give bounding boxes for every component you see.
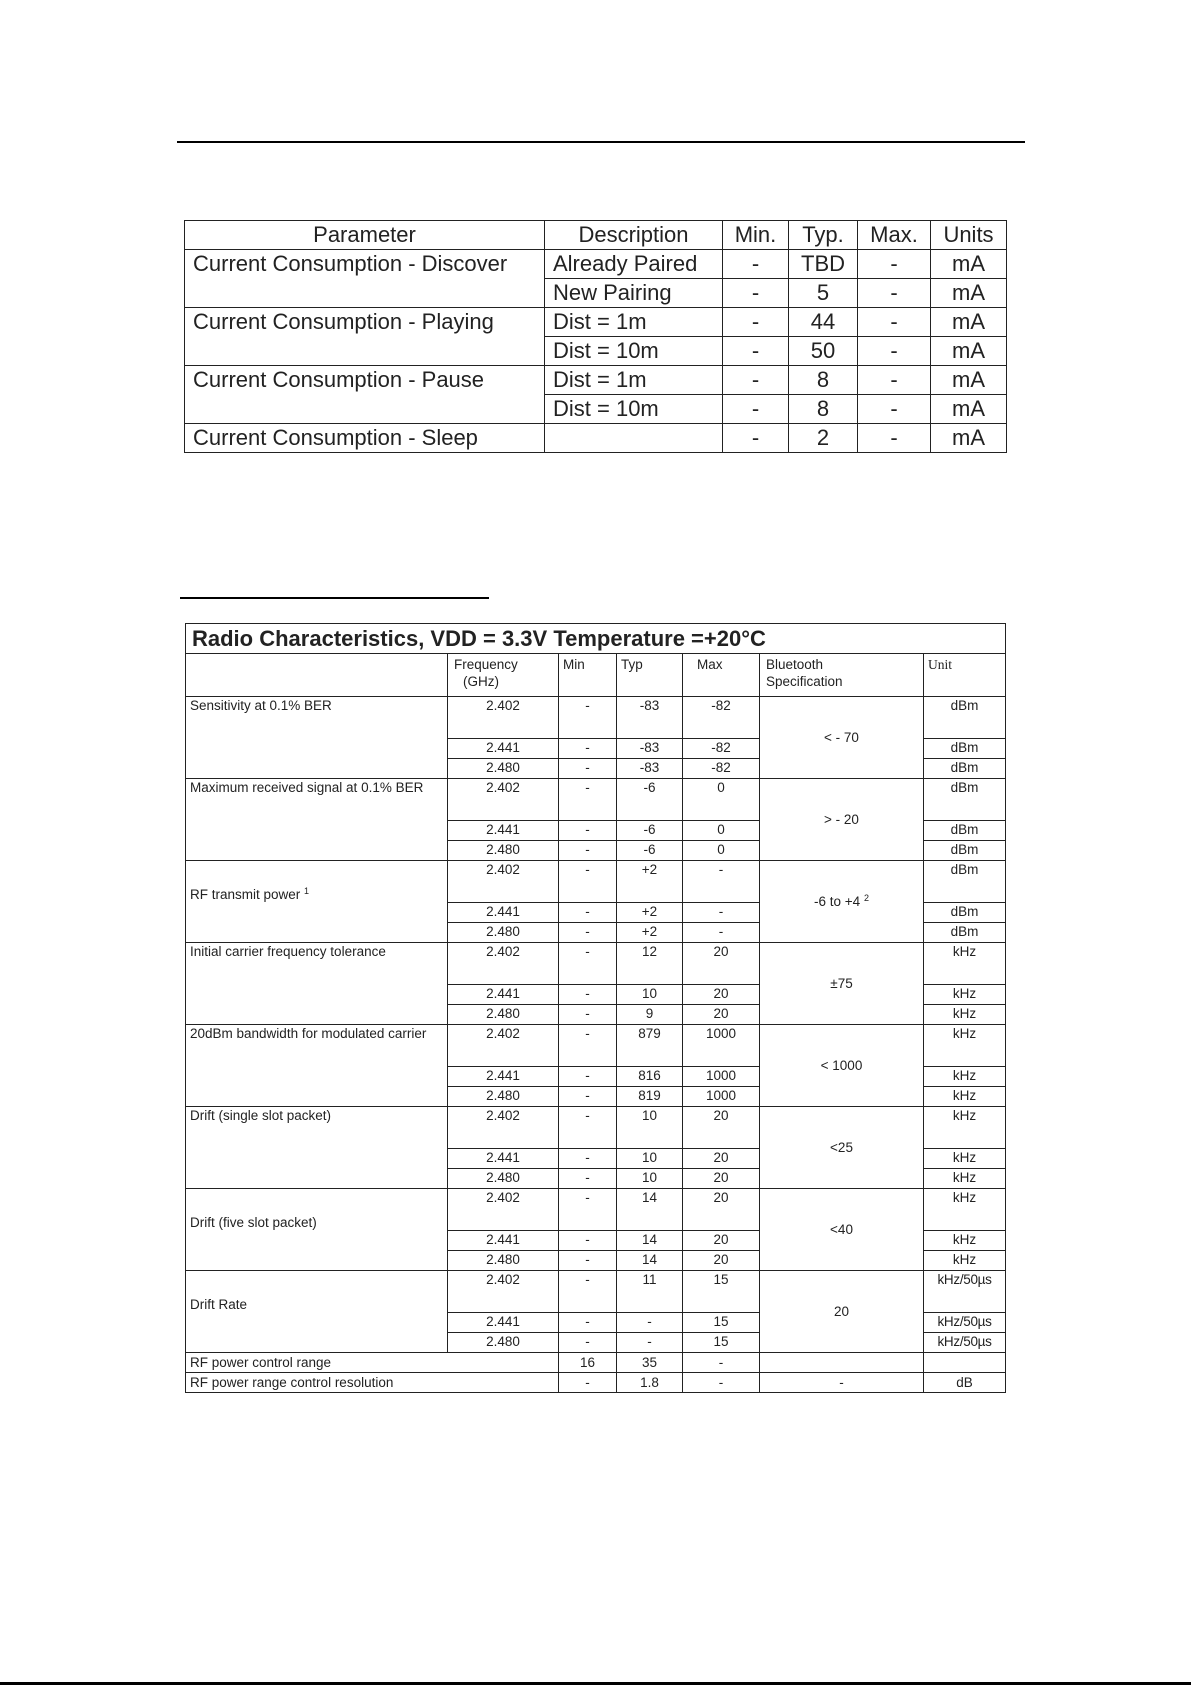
bluetooth-spec-cell bbox=[760, 1189, 924, 1271]
frequency-cell: 2.480 bbox=[448, 841, 559, 861]
parameter-label: Drift Rate bbox=[190, 1297, 248, 1312]
spec-value: > - 20 bbox=[824, 812, 859, 827]
typ-cell: -83 bbox=[617, 759, 683, 779]
max-cell: - bbox=[858, 250, 931, 279]
column-header: Units bbox=[931, 221, 1007, 250]
max-cell: -82 bbox=[683, 759, 760, 779]
table-row bbox=[186, 1025, 1006, 1067]
units-cell: mA bbox=[931, 308, 1007, 337]
max-cell: - bbox=[858, 308, 931, 337]
max-cell: - bbox=[683, 923, 760, 943]
spec-value: < 1000 bbox=[820, 1058, 863, 1073]
spec-header-line2: Specification bbox=[766, 674, 843, 689]
frequency-cell: 2.402 bbox=[448, 697, 559, 739]
frequency-cell: 2.441 bbox=[448, 739, 559, 759]
frequency-cell: 2.402 bbox=[448, 943, 559, 985]
typ-cell: +2 bbox=[617, 923, 683, 943]
unit-cell: dBm bbox=[924, 779, 1006, 821]
frequency-cell: 2.441 bbox=[448, 1149, 559, 1169]
column-header-max: Max bbox=[683, 654, 760, 697]
min-cell: - bbox=[559, 1313, 617, 1333]
bluetooth-spec-cell bbox=[760, 697, 924, 779]
unit-cell: kHz bbox=[924, 1005, 1006, 1025]
column-header-parameter bbox=[186, 654, 448, 697]
column-header-typ: Typ bbox=[617, 654, 683, 697]
typ-cell: -83 bbox=[617, 697, 683, 739]
max-cell: 15 bbox=[683, 1271, 760, 1313]
unit-cell: dB bbox=[924, 1373, 1006, 1393]
table-row bbox=[185, 308, 1007, 337]
bluetooth-spec-cell bbox=[760, 1107, 924, 1189]
min-cell: 16 bbox=[559, 1353, 617, 1373]
units-cell: mA bbox=[931, 279, 1007, 308]
typ-cell: 14 bbox=[617, 1189, 683, 1231]
description-cell: Dist = 1m bbox=[545, 308, 723, 337]
parameter-label: Sensitivity at 0.1% BER bbox=[190, 698, 332, 713]
table-row bbox=[185, 250, 1007, 279]
column-header: Typ. bbox=[789, 221, 858, 250]
frequency-cell: 2.441 bbox=[448, 1231, 559, 1251]
unit-cell: kHz/50µs bbox=[924, 1333, 1006, 1353]
min-cell: - bbox=[559, 1373, 617, 1393]
current-consumption-table bbox=[184, 220, 1007, 453]
min-cell: - bbox=[559, 697, 617, 739]
spec-value: 20 bbox=[833, 1304, 850, 1319]
parameter-cell: Current Consumption - Sleep bbox=[185, 424, 545, 453]
max-cell: 15 bbox=[683, 1313, 760, 1333]
description-cell: Dist = 10m bbox=[545, 395, 723, 424]
typ-cell: -6 bbox=[617, 821, 683, 841]
min-cell: - bbox=[559, 1025, 617, 1067]
spec-value: <25 bbox=[830, 1140, 853, 1155]
max-cell: - bbox=[858, 424, 931, 453]
typ-cell: 819 bbox=[617, 1087, 683, 1107]
parameter-cell: Current Consumption - Playing bbox=[185, 308, 545, 366]
unit-cell: kHz bbox=[924, 1189, 1006, 1231]
frequency-header-line2: (GHz) bbox=[463, 674, 499, 689]
parameter-cell bbox=[186, 1025, 448, 1107]
bluetooth-spec-cell: - bbox=[760, 1373, 924, 1393]
frequency-cell: 2.402 bbox=[448, 779, 559, 821]
min-cell: - bbox=[559, 985, 617, 1005]
unit-cell: dBm bbox=[924, 923, 1006, 943]
min-cell: - bbox=[559, 759, 617, 779]
column-header: Parameter bbox=[185, 221, 545, 250]
frequency-cell: 2.480 bbox=[448, 1251, 559, 1271]
max-cell: - bbox=[683, 1373, 760, 1393]
column-header-min: Min bbox=[559, 654, 617, 697]
typ-cell: 879 bbox=[617, 1025, 683, 1067]
units-cell: mA bbox=[931, 366, 1007, 395]
max-cell: 0 bbox=[683, 821, 760, 841]
typ-cell: 10 bbox=[617, 985, 683, 1005]
spec-value: ±75 bbox=[830, 976, 853, 991]
frequency-cell: 2.480 bbox=[448, 759, 559, 779]
max-cell: - bbox=[858, 337, 931, 366]
frequency-cell: 2.480 bbox=[448, 1087, 559, 1107]
bluetooth-spec-cell bbox=[760, 1271, 924, 1353]
frequency-cell: 2.441 bbox=[448, 903, 559, 923]
unit-cell: kHz bbox=[924, 985, 1006, 1005]
min-cell: - bbox=[723, 250, 789, 279]
unit-cell: dBm bbox=[924, 759, 1006, 779]
column-header: Min. bbox=[723, 221, 789, 250]
frequency-cell: 2.402 bbox=[448, 1189, 559, 1231]
parameter-cell bbox=[186, 1107, 448, 1189]
units-cell: mA bbox=[931, 337, 1007, 366]
min-cell: - bbox=[559, 923, 617, 943]
column-header: Description bbox=[545, 221, 723, 250]
max-cell: 1000 bbox=[683, 1087, 760, 1107]
min-cell: - bbox=[559, 1087, 617, 1107]
parameter-label: RF transmit power bbox=[190, 887, 301, 902]
min-cell: - bbox=[723, 308, 789, 337]
min-cell: - bbox=[723, 395, 789, 424]
frequency-header-line1: Frequency bbox=[454, 657, 518, 672]
typ-cell: 44 bbox=[789, 308, 858, 337]
typ-cell: 10 bbox=[617, 1107, 683, 1149]
parameter-label: Drift (single slot packet) bbox=[190, 1108, 332, 1123]
parameter-cell: RF power range control resolution bbox=[186, 1373, 559, 1393]
unit-cell: kHz bbox=[924, 943, 1006, 985]
table-row bbox=[186, 779, 1006, 821]
max-cell: 20 bbox=[683, 1107, 760, 1149]
frequency-cell: 2.402 bbox=[448, 1271, 559, 1313]
table-row bbox=[186, 1107, 1006, 1149]
unit-cell: kHz bbox=[924, 1231, 1006, 1251]
max-cell: 0 bbox=[683, 779, 760, 821]
parameter-cell: RF power control range bbox=[186, 1353, 559, 1373]
spec-value: <40 bbox=[830, 1222, 853, 1237]
parameter-cell bbox=[186, 779, 448, 861]
units-cell: mA bbox=[931, 250, 1007, 279]
units-cell: mA bbox=[931, 424, 1007, 453]
column-header: Max. bbox=[858, 221, 931, 250]
frequency-cell: 2.441 bbox=[448, 985, 559, 1005]
typ-cell: 50 bbox=[789, 337, 858, 366]
table-row bbox=[185, 424, 1007, 453]
max-cell: -82 bbox=[683, 697, 760, 739]
bluetooth-spec-cell bbox=[760, 943, 924, 1025]
min-cell: - bbox=[559, 903, 617, 923]
typ-cell: TBD bbox=[789, 250, 858, 279]
description-cell: New Pairing bbox=[545, 279, 723, 308]
min-cell: - bbox=[723, 279, 789, 308]
unit-cell: kHz bbox=[924, 1149, 1006, 1169]
min-cell: - bbox=[559, 1149, 617, 1169]
max-cell: 20 bbox=[683, 1149, 760, 1169]
frequency-cell: 2.402 bbox=[448, 1025, 559, 1067]
unit-cell bbox=[924, 1353, 1006, 1373]
spec-value: -6 to +4 bbox=[814, 894, 861, 909]
table-row bbox=[186, 1353, 1006, 1373]
table-row bbox=[186, 1271, 1006, 1313]
unit-cell: dBm bbox=[924, 697, 1006, 739]
column-header-unit: Unit bbox=[924, 654, 1006, 697]
parameter-cell: Current Consumption - Discover bbox=[185, 250, 545, 308]
table-header-row bbox=[186, 654, 1006, 697]
min-cell: - bbox=[559, 1271, 617, 1313]
unit-cell: dBm bbox=[924, 903, 1006, 923]
max-cell: - bbox=[858, 366, 931, 395]
spec-value: < - 70 bbox=[824, 730, 859, 745]
typ-cell: 14 bbox=[617, 1231, 683, 1251]
frequency-cell: 2.441 bbox=[448, 821, 559, 841]
unit-cell: kHz bbox=[924, 1087, 1006, 1107]
table-row bbox=[186, 1189, 1006, 1231]
frequency-cell: 2.441 bbox=[448, 1313, 559, 1333]
unit-cell: kHz/50µs bbox=[924, 1313, 1006, 1333]
min-cell: - bbox=[723, 337, 789, 366]
min-cell: - bbox=[559, 779, 617, 821]
max-cell: 20 bbox=[683, 1169, 760, 1189]
min-cell: - bbox=[723, 424, 789, 453]
min-cell: - bbox=[559, 1169, 617, 1189]
unit-cell: dBm bbox=[924, 861, 1006, 903]
description-cell bbox=[545, 424, 723, 453]
description-cell: Dist = 1m bbox=[545, 366, 723, 395]
min-cell: - bbox=[559, 1189, 617, 1231]
max-cell: 20 bbox=[683, 1005, 760, 1025]
column-header-spec bbox=[760, 654, 924, 697]
max-cell: -82 bbox=[683, 739, 760, 759]
max-cell: 1000 bbox=[683, 1025, 760, 1067]
unit-cell: dBm bbox=[924, 841, 1006, 861]
max-cell: 20 bbox=[683, 1231, 760, 1251]
parameter-label: Initial carrier frequency tolerance bbox=[190, 944, 386, 959]
min-cell: - bbox=[559, 821, 617, 841]
section-heading-underline bbox=[180, 597, 489, 599]
max-cell: - bbox=[858, 279, 931, 308]
max-cell: 0 bbox=[683, 841, 760, 861]
min-cell: - bbox=[559, 1231, 617, 1251]
spec-header-line1: Bluetooth bbox=[766, 657, 824, 672]
min-cell: - bbox=[559, 943, 617, 985]
unit-cell: kHz bbox=[924, 1251, 1006, 1271]
parameter-label: Maximum received signal at 0.1% BER bbox=[190, 780, 424, 795]
bluetooth-spec-cell bbox=[760, 1353, 924, 1373]
typ-cell: 5 bbox=[789, 279, 858, 308]
max-cell: - bbox=[858, 395, 931, 424]
table-row bbox=[186, 943, 1006, 985]
parameter-cell bbox=[186, 697, 448, 779]
frequency-cell: 2.402 bbox=[448, 861, 559, 903]
parameter-cell bbox=[186, 1189, 448, 1271]
max-cell: - bbox=[683, 861, 760, 903]
frequency-cell: 2.402 bbox=[448, 1107, 559, 1149]
typ-cell: 11 bbox=[617, 1271, 683, 1313]
table-row bbox=[185, 366, 1007, 395]
typ-cell: +2 bbox=[617, 861, 683, 903]
typ-cell: 8 bbox=[789, 366, 858, 395]
parameter-label: 20dBm bandwidth for modulated carrier bbox=[190, 1026, 427, 1041]
description-cell: Dist = 10m bbox=[545, 337, 723, 366]
typ-cell: -6 bbox=[617, 779, 683, 821]
column-header-frequency bbox=[448, 654, 559, 697]
typ-cell: 8 bbox=[789, 395, 858, 424]
typ-cell: 9 bbox=[617, 1005, 683, 1025]
max-cell: - bbox=[683, 1353, 760, 1373]
max-cell: 20 bbox=[683, 943, 760, 985]
parameter-label: Drift (five slot packet) bbox=[190, 1215, 317, 1230]
typ-cell: 12 bbox=[617, 943, 683, 985]
typ-cell: - bbox=[617, 1333, 683, 1353]
unit-cell: kHz/50µs bbox=[924, 1271, 1006, 1313]
bluetooth-spec-cell bbox=[760, 1025, 924, 1107]
min-cell: - bbox=[559, 1251, 617, 1271]
min-cell: - bbox=[559, 1005, 617, 1025]
radio-characteristics-table bbox=[185, 623, 1006, 1393]
parameter-cell: Current Consumption - Pause bbox=[185, 366, 545, 424]
unit-cell: kHz bbox=[924, 1107, 1006, 1149]
bluetooth-spec-cell bbox=[760, 861, 924, 943]
min-cell: - bbox=[559, 1107, 617, 1149]
table-row bbox=[186, 1373, 1006, 1393]
min-cell: - bbox=[559, 739, 617, 759]
parameter-cell bbox=[186, 943, 448, 1025]
unit-cell: kHz bbox=[924, 1025, 1006, 1067]
table-row bbox=[186, 861, 1006, 903]
min-cell: - bbox=[723, 366, 789, 395]
description-cell: Already Paired bbox=[545, 250, 723, 279]
typ-cell: 816 bbox=[617, 1067, 683, 1087]
typ-cell: +2 bbox=[617, 903, 683, 923]
frequency-cell: 2.480 bbox=[448, 1169, 559, 1189]
typ-cell: -83 bbox=[617, 739, 683, 759]
parameter-cell bbox=[186, 1271, 448, 1353]
min-cell: - bbox=[559, 1067, 617, 1087]
table-row bbox=[186, 697, 1006, 739]
units-cell: mA bbox=[931, 395, 1007, 424]
bluetooth-spec-cell bbox=[760, 779, 924, 861]
typ-cell: 1.8 bbox=[617, 1373, 683, 1393]
table-title: Radio Characteristics, VDD = 3.3V Temperature =+20°C bbox=[186, 624, 1006, 654]
frequency-cell: 2.480 bbox=[448, 923, 559, 943]
footnote-marker: 2 bbox=[863, 893, 869, 903]
frequency-cell: 2.441 bbox=[448, 1067, 559, 1087]
typ-cell: 2 bbox=[789, 424, 858, 453]
typ-cell: 14 bbox=[617, 1251, 683, 1271]
footnote-marker: 1 bbox=[304, 886, 310, 896]
unit-cell: kHz bbox=[924, 1067, 1006, 1087]
parameter-cell bbox=[186, 861, 448, 943]
table-header-row bbox=[185, 221, 1007, 250]
unit-cell: dBm bbox=[924, 821, 1006, 841]
unit-cell: dBm bbox=[924, 739, 1006, 759]
typ-cell: -6 bbox=[617, 841, 683, 861]
max-cell: 20 bbox=[683, 1189, 760, 1231]
min-cell: - bbox=[559, 841, 617, 861]
frequency-cell: 2.480 bbox=[448, 1333, 559, 1353]
header-rule bbox=[177, 141, 1025, 143]
typ-cell: 35 bbox=[617, 1353, 683, 1373]
frequency-cell: 2.480 bbox=[448, 1005, 559, 1025]
max-cell: - bbox=[683, 903, 760, 923]
max-cell: 20 bbox=[683, 985, 760, 1005]
max-cell: 1000 bbox=[683, 1067, 760, 1087]
min-cell: - bbox=[559, 861, 617, 903]
typ-cell: 10 bbox=[617, 1169, 683, 1189]
min-cell: - bbox=[559, 1333, 617, 1353]
typ-cell: - bbox=[617, 1313, 683, 1333]
typ-cell: 10 bbox=[617, 1149, 683, 1169]
unit-cell: kHz bbox=[924, 1169, 1006, 1189]
max-cell: 15 bbox=[683, 1333, 760, 1353]
max-cell: 20 bbox=[683, 1251, 760, 1271]
